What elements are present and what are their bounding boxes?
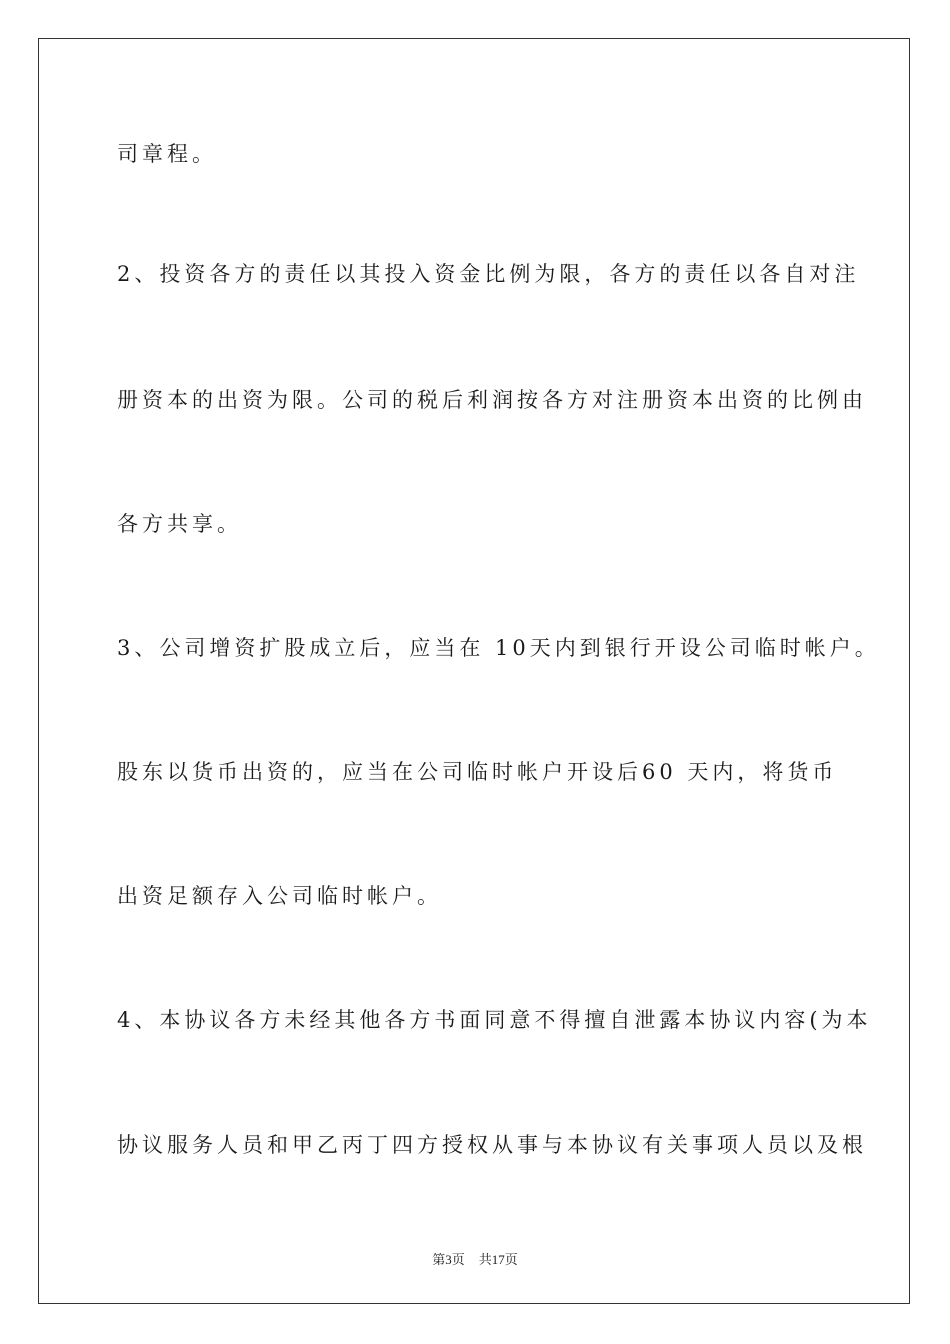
page-frame	[38, 38, 910, 1304]
page-number: 第3页	[432, 1252, 465, 1267]
text-line-3: 册资本的出资为限。公司的税后利润按各方对注册资本出资的比例由	[117, 388, 867, 412]
text-line-5: 3、公司增资扩股成立后，应当在 10天内到银行开设公司临时帐户。	[117, 636, 880, 660]
text-line-8: 4、本协议各方未经其他各方书面同意不得擅自泄露本协议内容(为本	[117, 1008, 872, 1032]
text-line-2: 2、投资各方的责任以其投入资金比例为限，各方的责任以各自对注	[117, 262, 860, 286]
text-line-6: 股东以货币出资的，应当在公司临时帐户开设后60 天内，将货币	[117, 760, 838, 784]
page-total: 共17页	[478, 1252, 518, 1267]
text-line-1: 司章程。	[117, 142, 217, 166]
text-line-4: 各方共享。	[117, 512, 242, 536]
text-line-9: 协议服务人员和甲乙丙丁四方授权从事与本协议有关事项人员以及根	[117, 1133, 867, 1157]
page-footer	[0, 1249, 950, 1268]
text-line-7: 出资足额存入公司临时帐户。	[117, 884, 442, 908]
